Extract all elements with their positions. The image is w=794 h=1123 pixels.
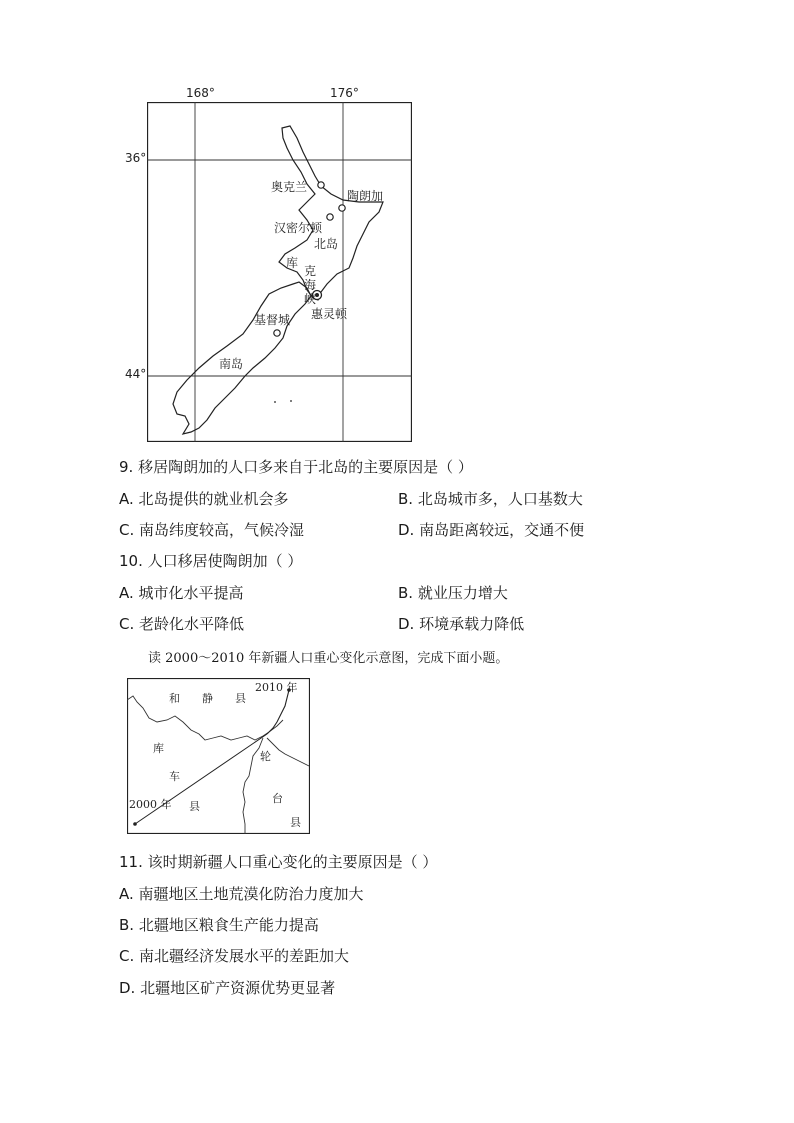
kuche-county-label: 车 [169, 770, 180, 783]
tauranga-marker [339, 205, 345, 211]
question-11-stem: 11. 该时期新疆人口重心变化的主要原因是（ ） [119, 853, 438, 871]
kuche-county-label: 库 [153, 742, 164, 755]
question-9-stem: 9. 移居陶朗加的人口多来自于北岛的主要原因是（ ） [119, 458, 473, 476]
question-9-option-b: B. 北岛城市多，人口基数大 [398, 490, 583, 508]
christchurch-marker [274, 330, 280, 336]
hamilton-marker [327, 214, 333, 220]
south-island-label: 南岛 [219, 357, 244, 371]
question-10-option-d: D. 环境承载力降低 [398, 615, 525, 633]
new-zealand-map [147, 102, 412, 442]
year-2010-label: 2010 年 [255, 681, 298, 694]
north-island-outline [279, 126, 383, 300]
xinjiang-population-center-map [127, 678, 310, 834]
wellington-label: 惠灵顿 [311, 307, 348, 321]
cook-strait-label: 库 [286, 256, 299, 270]
auckland-label: 奥克兰 [271, 180, 308, 194]
question-9-option-a: A. 北岛提供的就业机会多 [119, 490, 289, 508]
question-10-option-a: A. 城市化水平提高 [119, 584, 244, 602]
cook-strait-label: 峡 [304, 292, 317, 306]
luntai-county-label: 县 [290, 816, 301, 829]
question-10-option-b: B. 就业压力增大 [398, 584, 508, 602]
question-9-option-c: C. 南岛纬度较高，气候冷湿 [119, 521, 305, 539]
hejing-county-label: 和 [169, 692, 180, 705]
question-9-option-d: D. 南岛距离较远，交通不便 [398, 521, 585, 539]
auckland-marker [318, 182, 324, 188]
section-intro: 读 2000～2010 年新疆人口重心变化示意图，完成下面小题。 [148, 651, 509, 666]
cook-strait-label: 海 [304, 278, 317, 292]
luntai-county-label: 轮 [260, 750, 271, 763]
question-11-option-c: C. 南北疆经济发展水平的差距加大 [119, 947, 350, 965]
question-10-stem: 10. 人口移居使陶朗加（ ） [119, 552, 303, 570]
kuche-county-label: 县 [189, 800, 200, 813]
christchurch-label: 基督城 [254, 313, 291, 327]
lat-label-44: 44° [125, 367, 147, 381]
year-2000-label: 2000 年 [129, 798, 172, 811]
lon-label-168: 168° [186, 86, 215, 100]
center-2000-point [133, 822, 137, 826]
islet-dot [274, 401, 276, 403]
center-track-2010 [267, 690, 289, 734]
question-11-option-b: B. 北疆地区粮食生产能力提高 [119, 916, 319, 934]
lon-label-176: 176° [330, 86, 359, 100]
lat-label-36: 36° [125, 151, 147, 165]
north-island-label: 北岛 [314, 237, 339, 251]
luntai-county-label: 台 [272, 792, 283, 805]
islet-dot [290, 400, 292, 402]
hejing-county-label: 县 [235, 692, 246, 705]
hejing-county-label: 静 [202, 692, 213, 705]
county-border [267, 738, 309, 766]
question-10-option-c: C. 老龄化水平降低 [119, 615, 245, 633]
cook-strait-label: 克 [304, 264, 317, 278]
hamilton-label: 汉密尔顿 [274, 221, 323, 235]
question-11-option-d: D. 北疆地区矿产资源优势更显著 [119, 979, 336, 997]
question-11-option-a: A. 南疆地区土地荒漠化防治力度加大 [119, 885, 364, 903]
tauranga-label: 陶朗加 [347, 189, 384, 203]
